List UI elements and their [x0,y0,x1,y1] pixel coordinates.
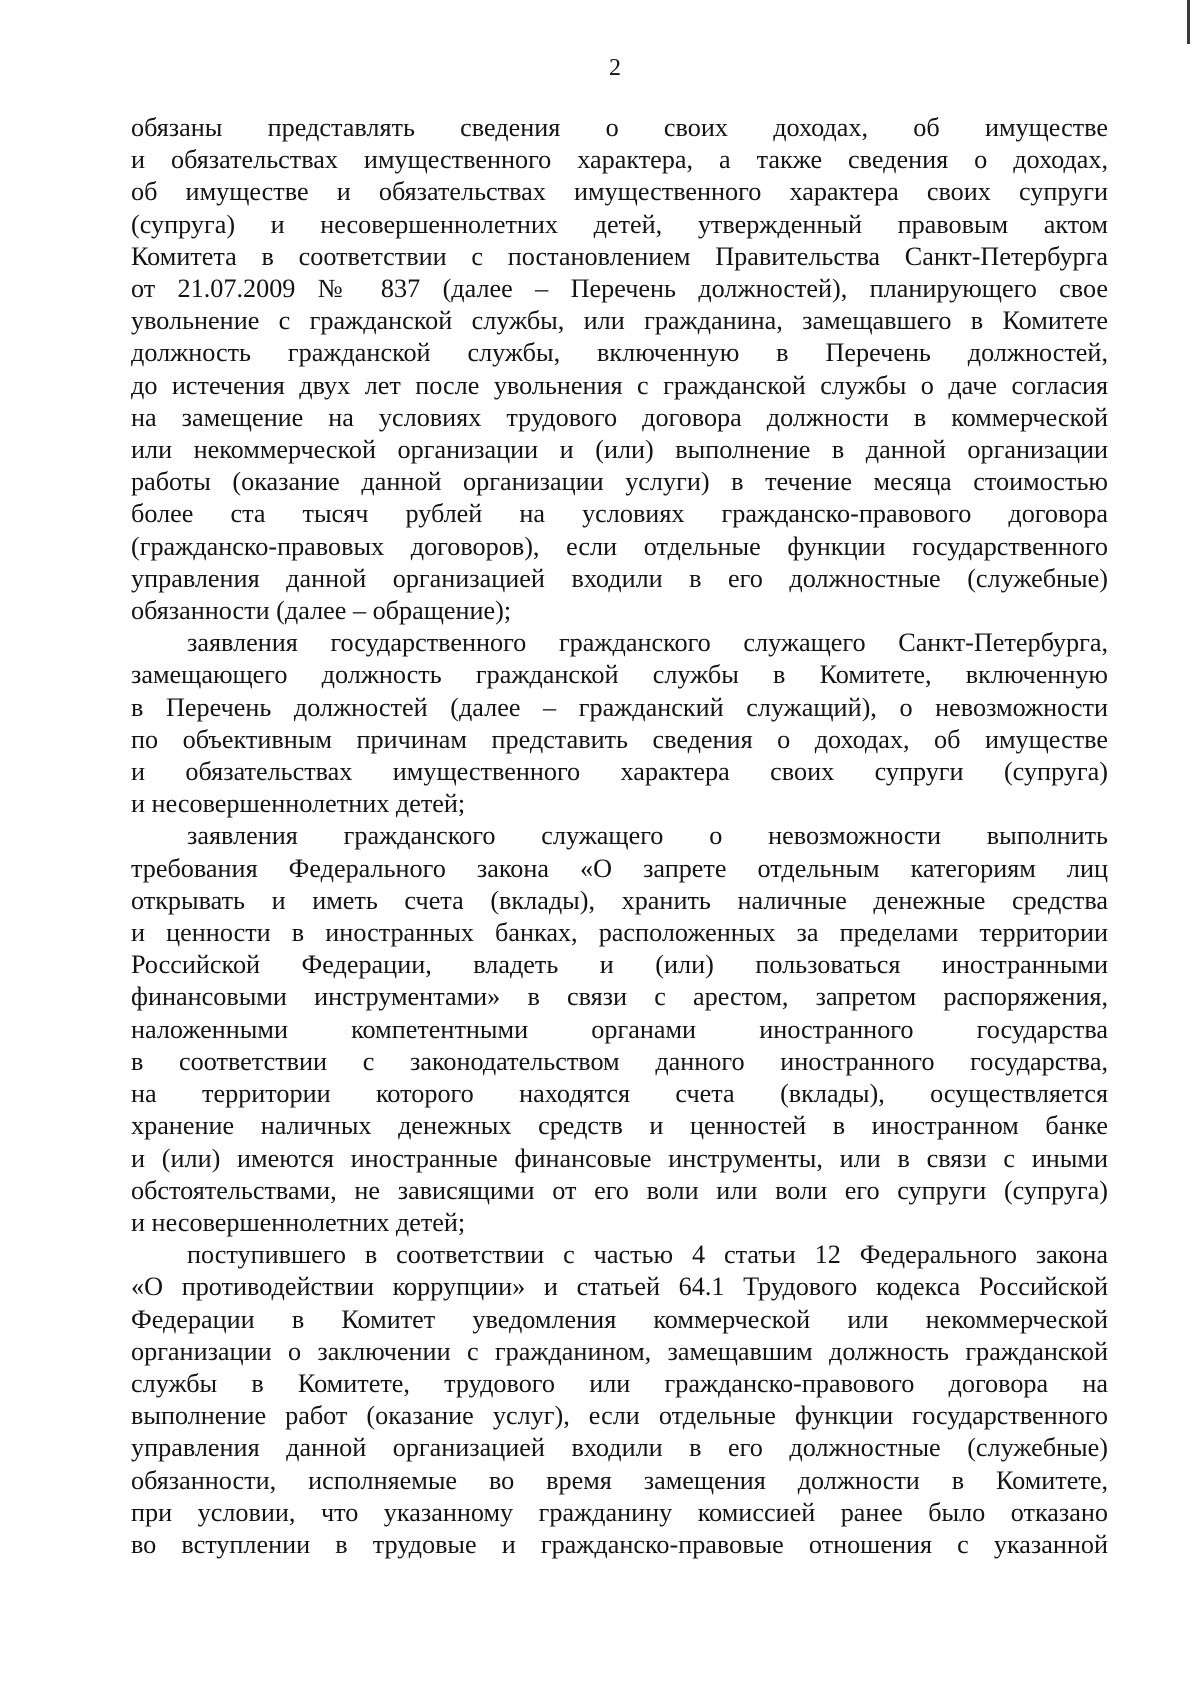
text-line: управления данной организацией входили в его должностные (служебные) [131,563,1108,593]
text-line: и несовершеннолетних детей; [131,789,466,819]
text-line: и несовершеннолетних детей; [131,1207,466,1237]
text-line: «О противодействии коррупции» и статьей 64.1 Трудового кодекса Российской [131,1272,1108,1302]
text-line: открывать и иметь счета (вклады), хранить наличные денежные средства [131,885,1108,915]
text-line: и ценности в иностранных банках, расположенных за пределами территории [131,918,1108,948]
paragraph [131,627,1108,820]
text-line: и обязательствах имущественного характера, а также сведения о доходах, [131,145,1108,175]
text-line: увольнение с гражданской службы, или гражданина, замещавшего в Комитете [131,306,1108,336]
text-line: об имуществе и обязательствах имущественного характера своих супруги [131,177,1108,207]
text-line: обстоятельствами, не зависящими от его воли или воли его супруги (супруга) [131,1175,1108,1205]
text-line: требования Федерального закона «О запрете отдельным категориям лиц [131,853,1108,883]
text-line: Комитета в соответствии с постановлением Правительства Санкт-Петербурга [131,241,1108,271]
text-line: (супруга) и несовершеннолетних детей, утвержденный правовым актом [131,209,1108,239]
text-line: более ста тысяч рублей на условиях гражданско-правового договора [131,499,1108,529]
text-line: наложенными компетентными органами иностранного государства [131,1014,1108,1044]
text-line: поступившего в соответствии с частью 4 статьи 12 Федерального закона [187,1240,1108,1270]
text-line: обязанности, исполняемые во время замещения должности в Комитете, [131,1465,1108,1495]
text-line: в Перечень должностей (далее – гражданский служащий), о невозможности [131,692,1108,722]
text-line: по объективным причинам представить сведения о доходах, об имуществе [131,724,1108,754]
page-edge-line [1187,0,1190,44]
text-line: службы в Комитете, трудового или гражданско-правового договора на [131,1368,1108,1398]
text-line: заявления государственного гражданского служащего Санкт-Петербурга, [187,628,1108,658]
text-line: обязаны представлять сведения о своих доходах, об имуществе [131,113,1108,142]
text-line: организации о заключении с гражданином, замещавшим должность гражданской [131,1336,1108,1366]
text-line: в соответствии с законодательством данного иностранного государства, [131,1046,1108,1076]
text-line: выполнение работ (оказание услуг), если отдельные функции государственного [131,1401,1108,1431]
text-line: Федерации в Комитет уведомления коммерческой или некоммерческой [131,1304,1108,1334]
text-line: управления данной организацией входили в его должностные (служебные) [131,1433,1108,1463]
text-line: во вступлении в трудовые и гражданско-правовые отношения с указанной [131,1529,1108,1559]
document-body [131,112,1108,1561]
text-line: заявления гражданского служащего о невозможности выполнить [187,821,1108,851]
text-line: от 21.07.2009 № 837 (далее – Перечень должностей), планирующего свое [131,274,1108,304]
text-line: хранение наличных денежных средств и ценностей в иностранном банке [131,1111,1108,1141]
text-line: обязанности (далее – обращение); [131,596,512,626]
text-line: должность гражданской службы, включенную в Перечень должностей, [131,338,1108,368]
text-line: на замещение на условиях трудового договора должности в коммерческой [131,402,1108,432]
text-line: (гражданско-правовых договоров), если отдельные функции государственного [131,531,1108,561]
text-line: замещающего должность гражданской службы в Комитете, включенную [131,660,1108,690]
text-line: и (или) имеются иностранные финансовые инструменты, или в связи с иными [131,1143,1108,1173]
text-line: или некоммерческой организации и (или) выполнение в данной организации [131,435,1108,465]
text-line: при условии, что указанному гражданину комиссией ранее было отказано [131,1497,1108,1527]
paragraph [131,1239,1108,1561]
text-line: и обязательствах имущественного характера своих супруги (супруга) [131,757,1108,787]
text-line: на территории которого находятся счета (вклады), осуществляется [131,1079,1108,1109]
paragraph [131,112,1108,627]
text-line: Российской Федерации, владеть и (или) пользоваться иностранными [131,950,1108,980]
text-line: финансовыми инструментами» в связи с арестом, запретом распоряжения, [131,982,1108,1012]
page-number: 2 [609,55,621,81]
text-line: работы (оказание данной организации услуги) в течение месяца стоимостью [131,467,1108,497]
paragraph [131,820,1108,1239]
text-line: до истечения двух лет после увольнения с гражданской службы о даче согласия [131,370,1108,400]
